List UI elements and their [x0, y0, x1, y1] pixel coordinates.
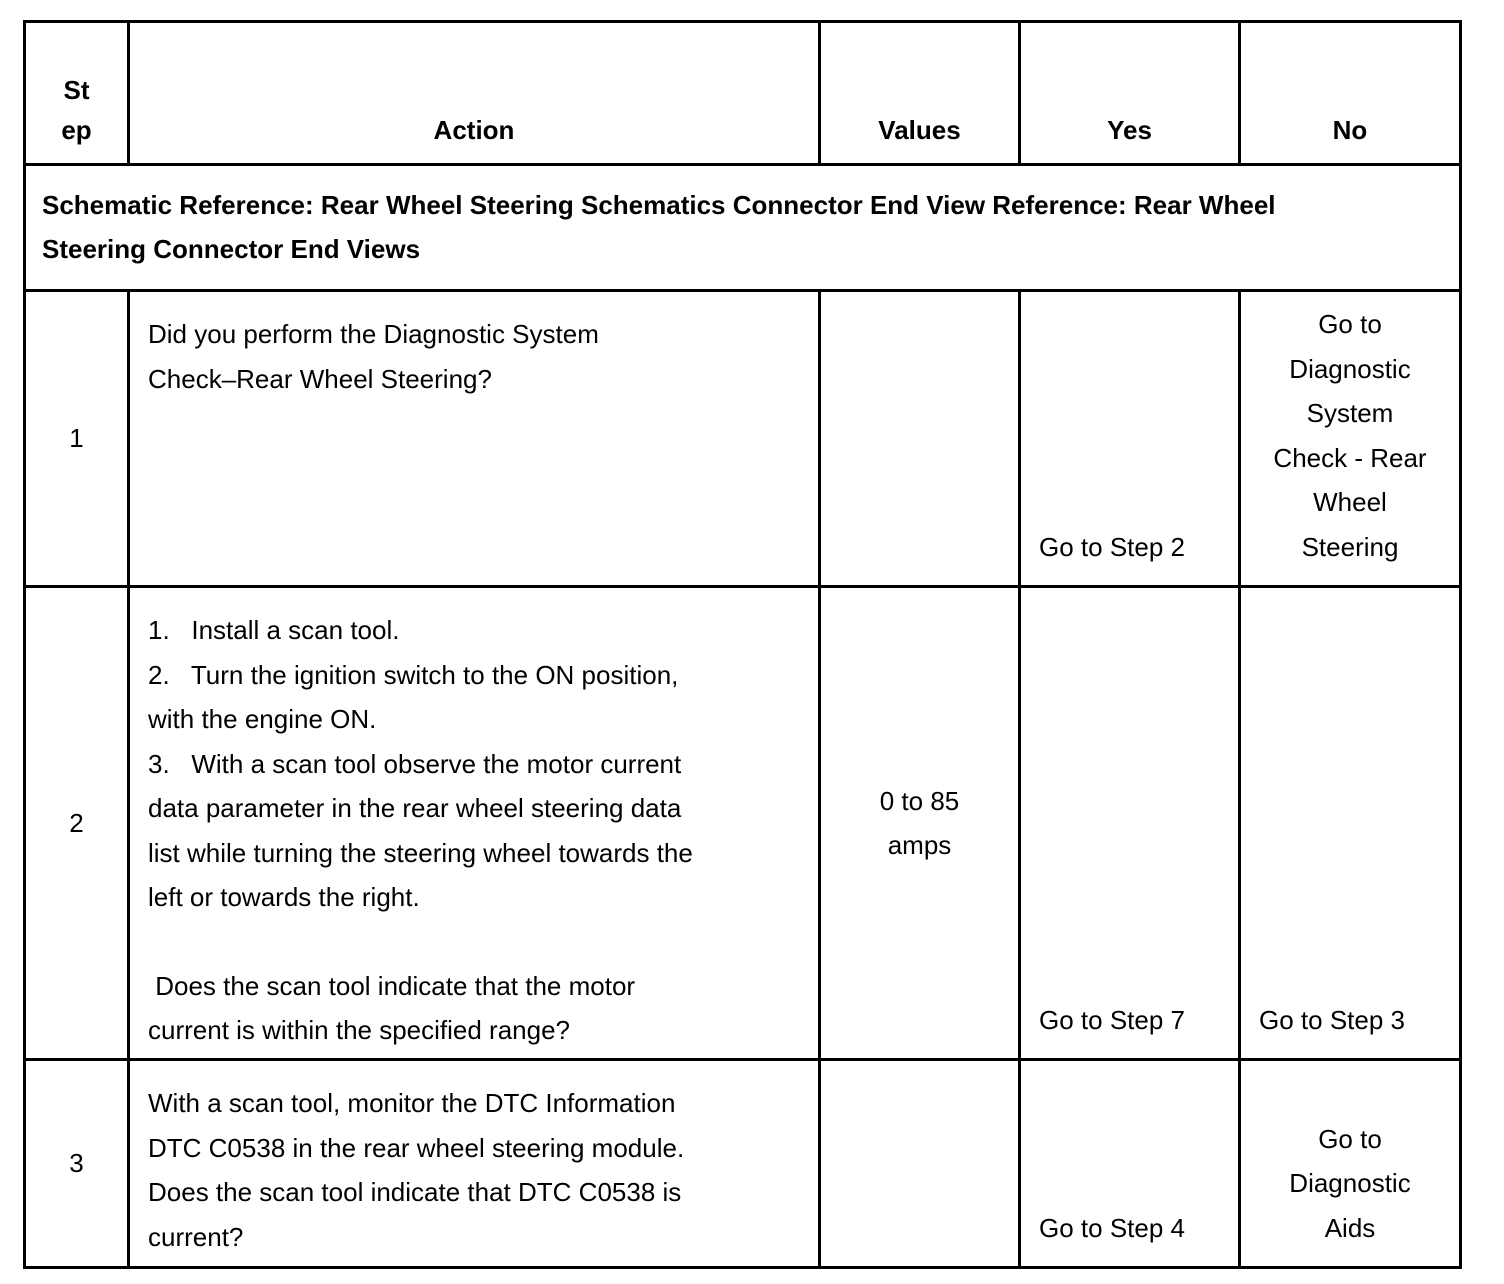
step-number: 3 [25, 1060, 129, 1268]
values-cell [820, 587, 1020, 1060]
values-cell [820, 1060, 1020, 1268]
table-row [25, 291, 1461, 587]
no-cell [1240, 291, 1461, 587]
action-line: Does the scan tool indicate that DTC C0538 is [148, 1177, 682, 1207]
reference-line-1: Schematic Reference: Rear Wheel Steering Schematics Connector End View Reference: Rear Wheel [42, 190, 1276, 220]
no-line: Wheel [1313, 487, 1387, 517]
yes-cell: Go to Step 7 [1020, 587, 1240, 1060]
no-line: Aids [1324, 1212, 1376, 1243]
no-cell [1240, 1060, 1461, 1268]
table-row [25, 1060, 1461, 1268]
schematic-reference [25, 165, 1461, 291]
values-line: amps [887, 830, 952, 860]
action-line: DTC C0538 in the rear wheel steering module. [148, 1132, 685, 1163]
values-line: 0 to 85 [879, 786, 960, 816]
action-line: With a scan tool, monitor the DTC Information [148, 1088, 676, 1118]
values-cell [820, 291, 1020, 587]
header-step-line1: St [63, 75, 90, 105]
no-line: Go to [1318, 309, 1382, 339]
step-number: 1 [25, 291, 129, 587]
action-line: Check–Rear Wheel Steering? [148, 363, 492, 394]
step-number: 2 [25, 587, 129, 1060]
no-line: Go to [1318, 1123, 1382, 1154]
header-values: Values [820, 22, 1020, 165]
header-yes: Yes [1020, 22, 1240, 165]
header-step [25, 22, 129, 165]
action-line: with the engine ON. [148, 704, 377, 734]
action-line: left or towards the right. [148, 882, 420, 912]
header-action: Action [129, 22, 820, 165]
header-no: No [1240, 22, 1461, 165]
action-question: Does the scan tool indicate that the motor [148, 970, 636, 1001]
action-cell [129, 587, 820, 1060]
no-line: Diagnostic [1289, 1168, 1411, 1198]
yes-cell: Go to Step 4 [1020, 1060, 1240, 1268]
reference-row [25, 165, 1461, 291]
action-line: current? [148, 1221, 244, 1252]
no-line: Diagnostic [1289, 353, 1411, 384]
action-line: 2. Turn the ignition switch to the ON position, [148, 659, 679, 690]
spacer [148, 920, 800, 964]
action-line: data parameter in the rear wheel steering data [148, 793, 682, 823]
action-line: Did you perform the Diagnostic System [148, 319, 599, 349]
action-question: current is within the specified range? [148, 1015, 571, 1045]
header-row [25, 22, 1461, 165]
no-cell: Go to Step 3 [1240, 587, 1461, 1060]
action-cell [129, 291, 820, 587]
action-line: 3. With a scan tool observe the motor current [148, 748, 682, 779]
table-row [25, 587, 1461, 1060]
action-line: list while turning the steering wheel towards the [148, 837, 693, 868]
yes-cell: Go to Step 2 [1020, 291, 1240, 587]
no-line: Check - Rear [1273, 442, 1427, 473]
reference-line-2: Steering Connector End Views [42, 234, 421, 264]
action-line: 1. Install a scan tool. [148, 615, 400, 645]
no-line: System [1306, 398, 1394, 428]
header-step-line2: ep [61, 115, 92, 145]
diagnostic-table [23, 20, 1462, 1269]
action-cell [129, 1060, 820, 1268]
no-line: Steering [1301, 531, 1399, 562]
